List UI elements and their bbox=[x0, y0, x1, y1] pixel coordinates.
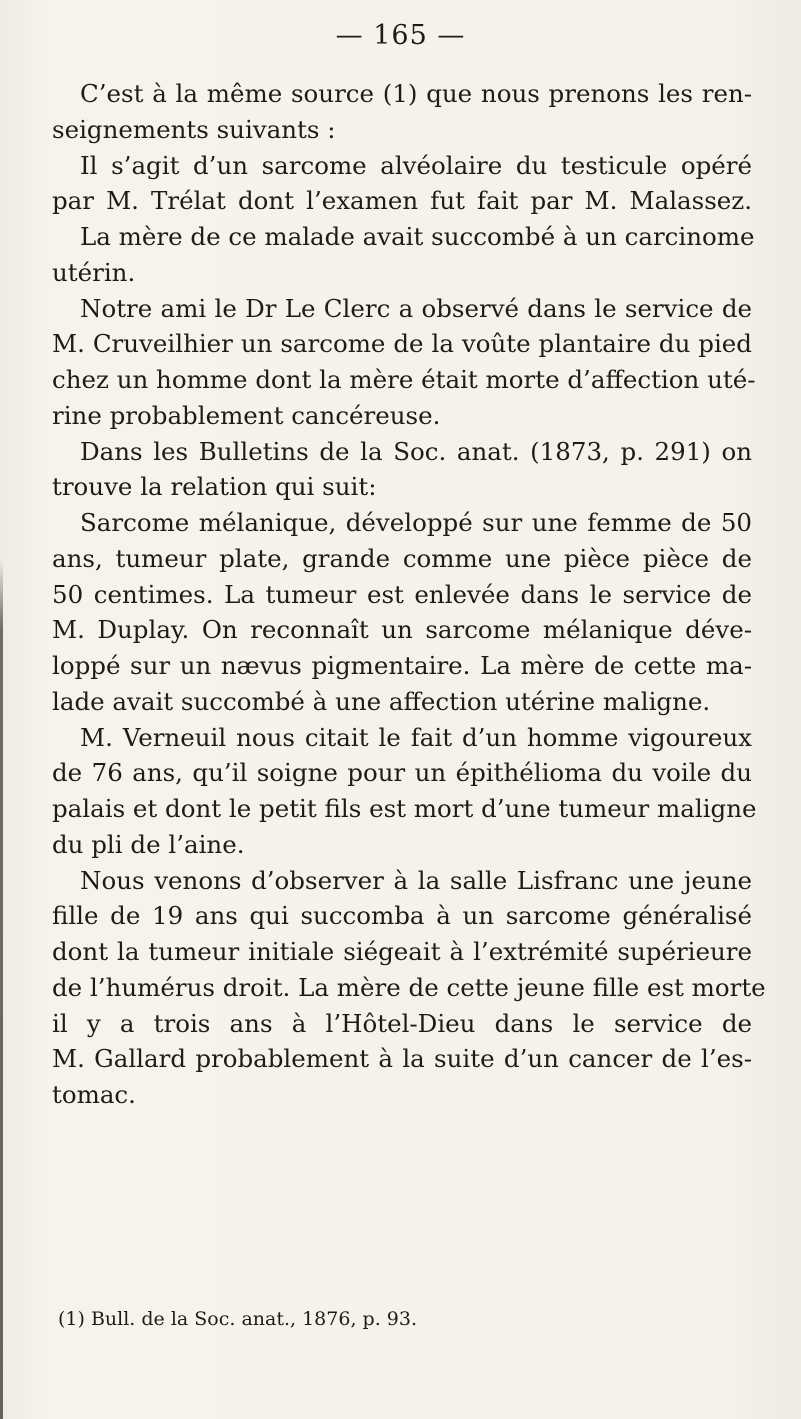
text-line: dont la tumeur initiale siégeait à l’extrémité supérieure bbox=[52, 937, 752, 966]
text-line: M. Cruveilhier un sarcome de la voûte plantaire du pied bbox=[52, 329, 752, 359]
text-line: trouve la relation qui suit: bbox=[52, 472, 377, 502]
text-line: chez un homme dont la mère était morte d’affection uté- bbox=[52, 365, 756, 394]
text-line: M. Verneuil nous citait le fait d’un homme vigoureux bbox=[80, 722, 752, 752]
text-line: de l’humérus droit. La mère de cette jeune fille est morte bbox=[52, 972, 766, 1002]
text-line: de 76 ans, qu’il soigne pour un épithélioma du voile du bbox=[52, 758, 752, 788]
text-line: Il s’agit d’un sarcome alvéolaire du testicule opéré bbox=[80, 150, 752, 180]
text-line: il y a trois ans à l’Hôtel-Dieu dans le service de bbox=[52, 1008, 752, 1038]
footnote: (1) Bull. de la Soc. anat., 1876, p. 93. bbox=[58, 1308, 417, 1330]
body-text bbox=[52, 76, 766, 1113]
page-edge-shadow bbox=[0, 560, 3, 1419]
text-line: par M. Trélat dont l’examen fut fait par M. Malassez. bbox=[52, 186, 752, 216]
text-line: rine probablement cancéreuse. bbox=[52, 400, 441, 430]
text-line: seignements suivants : bbox=[52, 114, 336, 144]
text-line: fille de 19 ans qui succomba à un sarcome généralisé bbox=[52, 901, 752, 931]
text-line: tomac. bbox=[52, 1080, 136, 1109]
text-line: du pli de l’aine. bbox=[52, 829, 245, 859]
text-line: utérin. bbox=[52, 257, 136, 287]
text-line: loppé sur un nævus pigmentaire. La mère de cette ma- bbox=[52, 651, 752, 680]
text-line: M. Duplay. On reconnaît un sarcome mélanique déve- bbox=[52, 615, 752, 645]
text-line: Notre ami le Dr Le Clerc a observé dans le service de bbox=[80, 293, 752, 323]
text-line: C’est à la même source (1) que nous prenons les ren- bbox=[80, 79, 752, 108]
text-line: Nous venons d’observer à la salle Lisfranc une jeune bbox=[80, 865, 752, 895]
text-line: lade avait succombé à une affection utérine maligne. bbox=[52, 686, 711, 716]
text-line: M. Gallard probablement à la suite d’un cancer de l’es- bbox=[52, 1044, 752, 1074]
text-line: palais et dont le petit fils est mort d’une tumeur maligne bbox=[52, 794, 757, 823]
text-line: 50 centimes. La tumeur est enlevée dans le service de bbox=[52, 579, 752, 609]
page-number: — 165 — bbox=[335, 20, 466, 51]
text-line: ans, tumeur plate, grande comme une pièce pièce de bbox=[52, 543, 752, 573]
text-line: La mère de ce malade avait succombé à un carcinome bbox=[80, 222, 755, 251]
text-line: Sarcome mélanique, développé sur une femme de 50 bbox=[80, 508, 752, 537]
text-line: Dans les Bulletins de la Soc. anat. (1873, p. 291) on bbox=[80, 436, 752, 466]
